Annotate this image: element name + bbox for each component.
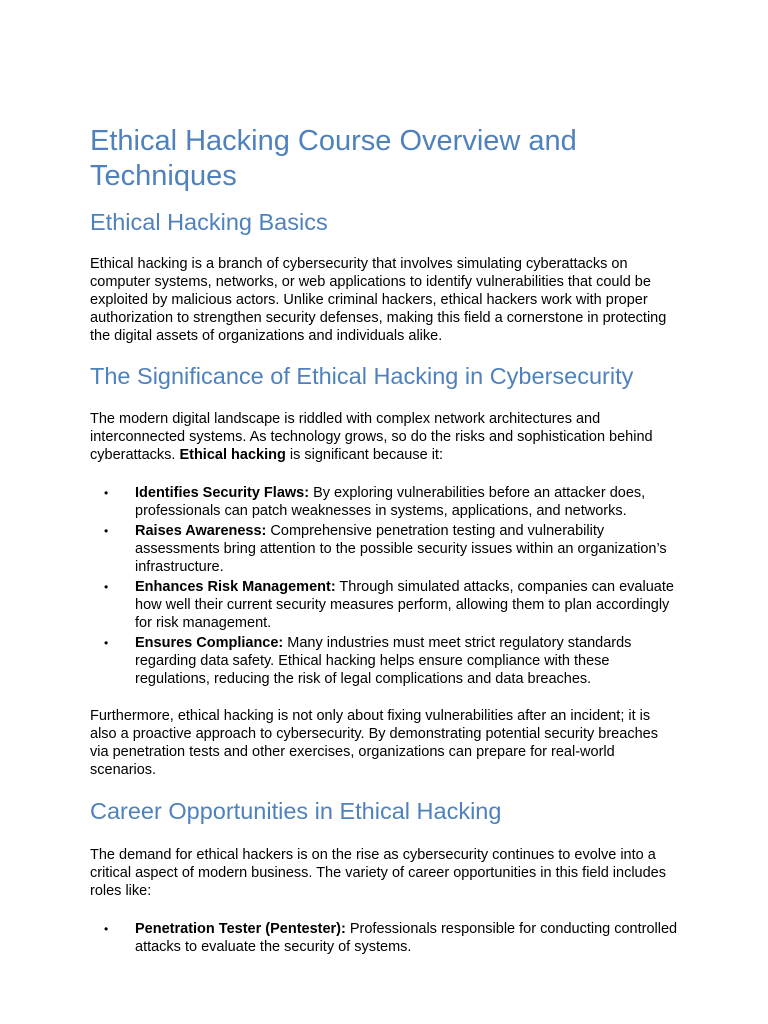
basics-paragraph: Ethical hacking is a branch of cybersecurity that involves simulating cyberattacks on computer systems, networks, or web applications to identify vulnerabilities that could be exploited by malicious actors. Unlike criminal hackers, ethical hackers work with proper authorization to strengthen security defenses, making this field a cornerstone in protecting the digital assets of organizations and individuals alike. (90, 256, 667, 344)
list-item (90, 920, 680, 956)
list-item (90, 484, 680, 520)
list-item-term: Identifies Security Flaws: (135, 485, 310, 501)
list-item-term: Ensures Compliance: (135, 635, 284, 651)
significance-intro-bold: Ethical hacking (179, 447, 286, 463)
list-item-term: Raises Awareness: (135, 523, 267, 539)
bullet-icon: • (104, 524, 109, 538)
bullet-icon: • (104, 922, 109, 936)
section-heading-significance: The Significance of Ethical Hacking in Cybersecurity (90, 363, 634, 389)
list-item-text: Through simulated attacks, companies can evaluate how well their current security measures perform, allowing them to plan accordingly for risk management. (135, 579, 674, 631)
list-item (90, 578, 680, 632)
list-item (90, 522, 680, 576)
list-item-term: Penetration Tester (Pentester): (135, 921, 346, 937)
list-item-text: Comprehensive penetration testing and vulnerability assessments bring attention to the possible security issues within an organization’s infrastructure. (135, 523, 667, 575)
significance-intro-tail: is significant because it: (285, 447, 443, 463)
bullet-icon: • (104, 636, 109, 650)
career-list (90, 920, 680, 956)
significance-intro-text: The modern digital landscape is riddled with complex network architectures and interconnected systems. As technology grows, so do the risks and sophistication behind cyberattacks. (90, 411, 653, 463)
document-page (90, 124, 680, 958)
bullet-icon: • (104, 580, 109, 594)
list-item-text: Many industries must meet strict regulatory standards regarding data safety. Ethical hacking helps ensure compliance with these regulations, reducing the risk of legal complications and data breaches. (135, 635, 632, 687)
document-title: Ethical Hacking Course Overview and Techniques (90, 125, 577, 192)
section-heading-basics: Ethical Hacking Basics (90, 209, 328, 235)
significance-list (90, 484, 680, 688)
list-item-text: By exploring vulnerabilities before an attacker does, professionals can patch weaknesses in systems, applications, and networks. (135, 485, 646, 519)
career-intro: The demand for ethical hackers is on the rise as cybersecurity continues to evolve into a critical aspect of modern business. The variety of career opportunities in this field includes roles like: (90, 847, 666, 899)
section-heading-career: Career Opportunities in Ethical Hacking (90, 798, 502, 824)
bullet-icon: • (104, 486, 109, 500)
list-item-term: Enhances Risk Management: (135, 579, 336, 595)
furthermore-paragraph: Furthermore, ethical hacking is not only about fixing vulnerabilities after an incident; it is also a proactive approach to cybersecurity. By demonstrating potential security breaches via penetration tests and other exercises, organizations can prepare for real-world scenarios. (90, 708, 658, 778)
significance-intro (90, 410, 680, 464)
list-item-text: Professionals responsible for conducting controlled attacks to evaluate the security of systems. (135, 921, 678, 955)
list-item (90, 634, 680, 688)
